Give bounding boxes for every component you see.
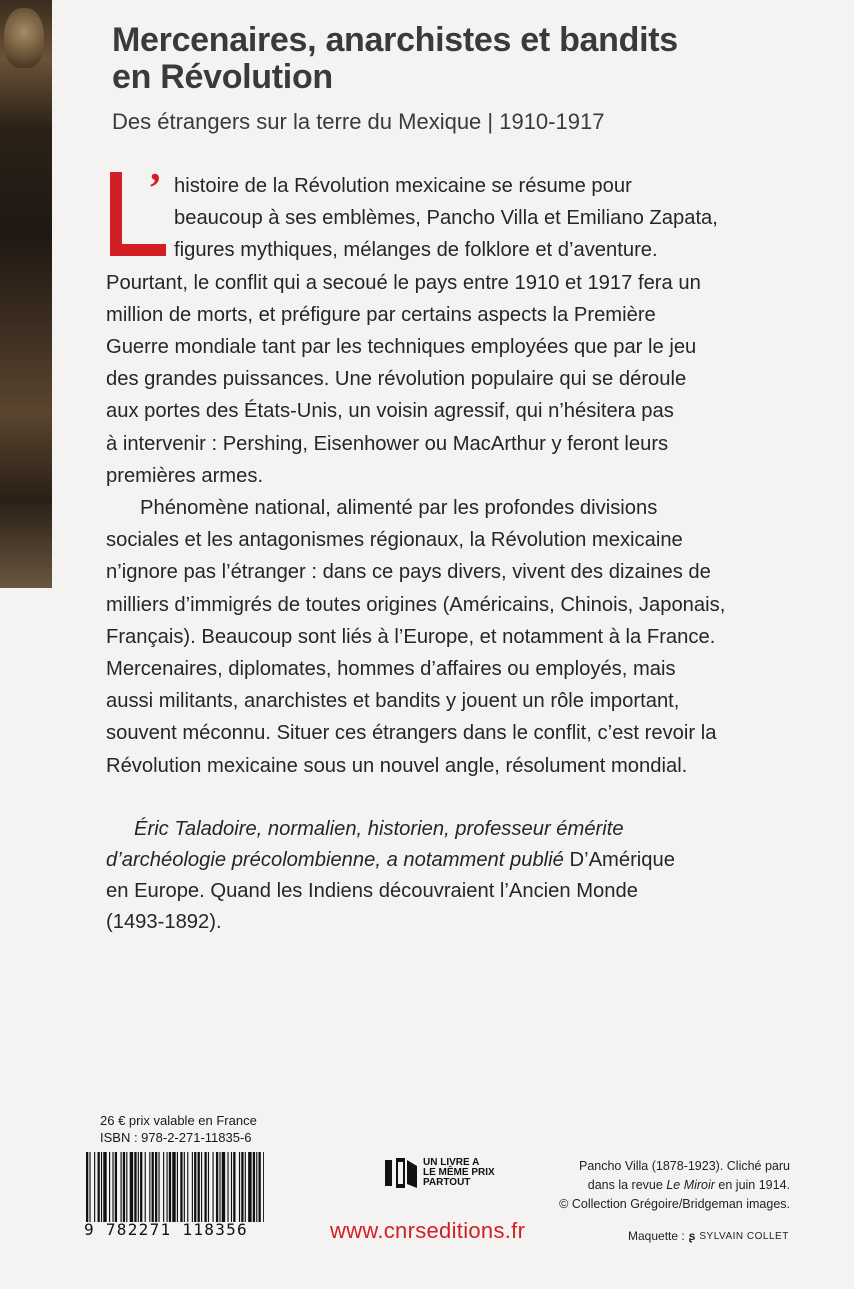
book-subtitle: Des étrangers sur la terre du Mexique | 1910-1917 (112, 109, 605, 134)
paragraph-line: histoire de la Révolution mexicaine se résume pour (174, 175, 632, 197)
maquette-label: Maquette : (628, 1229, 685, 1243)
designer-name: SYLVAIN COLLET (699, 1230, 789, 1242)
paragraph-line: beaucoup à ses emblèmes, Pancho Villa et Emiliano Zapata, (174, 207, 718, 230)
credit-line-3: © Collection Grégoire/Bridgeman images. (559, 1197, 790, 1211)
bio-line (106, 814, 786, 845)
price-info (100, 1112, 257, 1146)
mark-line-2: LE MÊME PRIX (423, 1167, 495, 1178)
fixed-price-mark (383, 1156, 495, 1190)
credit-line-1: Pancho Villa (1878-1923). Cliché paru (578, 1159, 790, 1173)
bio-author-name: Éric Taladoire, normalien, historien, professeur émérite (134, 818, 624, 840)
paragraph-line: des grandes puissances. Une révolution populaire qui se déroule (106, 368, 687, 391)
paragraph-line: Pourtant, le conflit qui a secoué le pays entre 1910 et 1917 fera un (106, 271, 701, 294)
author-bio (106, 814, 786, 938)
title-line-1: Mercenaires, anarchistes et bandits (112, 21, 678, 59)
paragraph-line: Guerre mondiale tant par les techniques employées que par le jeu (106, 336, 697, 359)
paragraph-line: Mercenaires, diplomates, hommes d’affaires ou employés, mais (106, 658, 676, 681)
bio-book-title: D’Amérique (563, 849, 675, 871)
bio-line (106, 845, 786, 876)
dropcap-apostrophe: ’ (148, 166, 162, 212)
title-line-2: en Révolution (112, 58, 333, 96)
bio-line: en Europe. Quand les Indiens découvraient l’Ancien Monde (106, 880, 638, 902)
paragraph-line: premières armes. (106, 464, 264, 487)
publisher-url[interactable]: www.cnrseditions.fr (330, 1218, 526, 1243)
paragraph-line: Révolution mexicaine sous un nouvel angle, résolument mondial. (106, 754, 688, 777)
mark-line-3: PARTOUT (423, 1177, 471, 1188)
bio-italic: d’archéologie précolombienne, a notamment publié (106, 849, 564, 871)
price-label: 26 € prix valable en France (100, 1113, 257, 1128)
book-title (112, 22, 812, 96)
credit-line-2: dans la revue Le Miroir en juin 1914. (587, 1178, 790, 1192)
portrait-photo (4, 8, 44, 68)
barcode-digits: 9 782271 118356 (84, 1220, 248, 1239)
paragraph-line: aussi militants, anarchistes et bandits y jouent un rôle important, (106, 690, 680, 713)
bio-line: (1493-1892). (106, 911, 222, 933)
paragraph-line: million de morts, et préfigure par certains aspects la Première (106, 303, 656, 326)
paragraph-line: Phénomène national, alimenté par les profondes divisions (140, 497, 658, 520)
paragraph-line: milliers d’immigrés de toutes origines (Américains, Chinois, Japonais, (106, 593, 726, 616)
cover-photo-strip (0, 0, 52, 588)
book-mark-icon (383, 1156, 419, 1190)
paragraph-line: Français). Beaucoup sont liés à l’Europe, et notamment à la France. (106, 625, 716, 648)
paragraph-1 (106, 166, 786, 492)
isbn-label: ISBN : 978-2-271-11835-6 (100, 1130, 252, 1145)
photo-credit (540, 1157, 790, 1214)
paragraph-line: figures mythiques, mélanges de folklore et d’aventure. (174, 239, 658, 262)
paragraph-line: aux portes des États-Unis, un voisin agressif, qui n’hésitera pas (106, 400, 674, 423)
barcode (86, 1152, 264, 1222)
paragraph-line: n’ignore pas l’étranger : dans ce pays divers, vivent des dizaines de (106, 561, 711, 584)
s-logo-icon: ʂ (688, 1229, 696, 1243)
blurb-text (106, 166, 786, 782)
paragraph-2 (106, 492, 786, 782)
journal-title: Le Miroir (666, 1178, 715, 1192)
paragraph-line: souvent méconnu. Situer ces étrangers dans le conflit, c’est revoir la (106, 722, 717, 745)
design-credit (628, 1229, 789, 1243)
mark-line-1: UN LIVRE A (423, 1157, 480, 1168)
paragraph-line: sociales et les antagonismes régionaux, la Révolution mexicaine (106, 529, 683, 552)
paragraph-line: à intervenir : Pershing, Eisenhower ou MacArthur y feront leurs (106, 432, 669, 455)
